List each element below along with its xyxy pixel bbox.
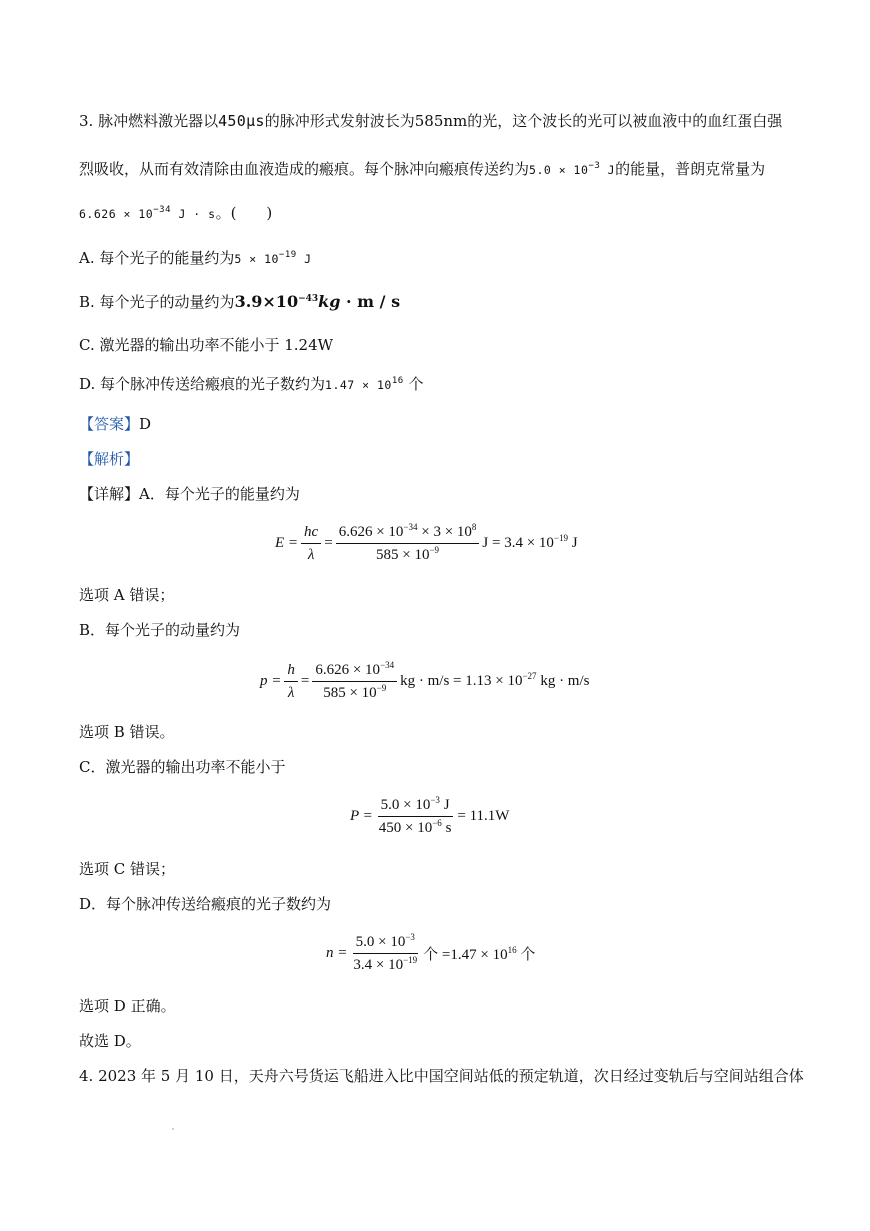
detail-intro: 【详解】A．每个光子的能量约为 [79,485,300,503]
question3-line3: $6.626 \times 10^{-34}$ J · s。( ) [79,204,273,222]
conclusion-a: 选项 A 错误； [79,586,175,604]
fraction: $\frac{5.0 \times 10^{-3}}{3.4 \times 10^{-19}}$ [353,931,418,973]
option-a-value: $5 \times 10^{-19}$ J [234,250,312,266]
fraction: $\frac{5.0 \times 10^{-3} J}{450 \times 10^{-6} s}$ [378,794,452,836]
conclusion-b: 选项 B 错误。 [79,723,175,741]
scan-speck [172,1128,174,1130]
question3-line2: 烈吸收，从而有效清除由血液造成的瘢痕。每个脉冲向瘢痕传送约为$5.0 \times 10^{-3}$ J的能量，普朗克常量为 [79,160,766,178]
formula-photon-count: n = $\frac{5.0 \times 10^{-3}}{3.4 \times 10^{-19}}$ 个 $=1.47 \times 10^{16}$ 个 [326,931,536,973]
option-b: B. 每个光子的动量约为$3.9\times 10^{-43}kg \cdot m / s$ [79,292,401,311]
option-d: D. 每个脉冲传送给瘢痕的光子数约为$1.47 \times 10^{16}$ 个 [79,375,424,393]
fraction: $\frac{6.626 \times 10^{-34} \times 3 \times 10^8}{585 \times 10^{-9}}$ [336,523,480,564]
formula-photon-momentum: p = $\frac{h}{\lambda}$ = $\frac{6.626 \times 10^{-34}}{585 \times 10^{-9}}$ kg · $m/s = 1.13 \times 10^{-27}$ kg · m/s [260,659,590,701]
option-b-value: $3.9\times 10^{-43}kg \cdot m / s$ [234,292,401,311]
intro-b: B．每个光子的动量约为 [79,621,241,639]
analysis-tag: 【解析】 [79,450,140,468]
question4-line1: 4. 2023 年 5 月 10 日，天舟六号货运飞船进入比中国空间站低的预定轨道，次日经过变轨后与空间站组合体 [79,1067,804,1085]
pulse-energy-value: $5.0 \times 10^{-3}$ J [529,161,616,177]
formula-photon-energy: E = $\frac{hc}{\lambda}$ = $\frac{6.626 \times 10^{-34} \times 3 \times 10^8}{585 \times 10^{-9}}$ $J = 3.4 \times 10^{-19}$ J [275,521,578,563]
fraction: $\frac{6.626 \times 10^{-34}}{585 \times 10^{-9}}$ [312,661,397,702]
formula-output-power: P = $\frac{5.0 \times 10^{-3} J}{450 \times 10^{-6} s}$ = 11.1W [350,794,510,836]
planck-constant-value: $6.626 \times 10^{-34}$ J · s [79,205,216,221]
fraction: $\frac{hc}{\lambda}$ [301,523,321,564]
answer-tag: 【答案】 [79,415,140,433]
intro-c: C．激光器的输出功率不能小于 [79,758,286,776]
conclusion-c: 选项 C 错误； [79,860,176,878]
analysis-heading [79,449,139,469]
intro-d: D．每个脉冲传送给瘢痕的光子数约为 [79,895,332,913]
conclusion-d: 选项 D 正确。 [79,997,176,1015]
answer-value: D [139,415,152,433]
answer-line [79,414,151,434]
option-c: C. 激光器的输出功率不能小于 1.24W [79,336,334,354]
question3-line1: 3. 脉冲燃料激光器以450μs的脉冲形式发射波长为585nm的光，这个波长的光可以被血液中的血红蛋白强 [79,112,783,130]
option-a: A. 每个光子的能量约为$5 \times 10^{-19}$ J [79,249,312,267]
pulse-width-value: 450μs [218,112,265,130]
option-d-value: $1.47 \times 10^{16}$ [325,376,404,392]
final-choice: 故选 D。 [79,1032,141,1050]
fraction: $\frac{h}{\lambda}$ [284,661,298,702]
